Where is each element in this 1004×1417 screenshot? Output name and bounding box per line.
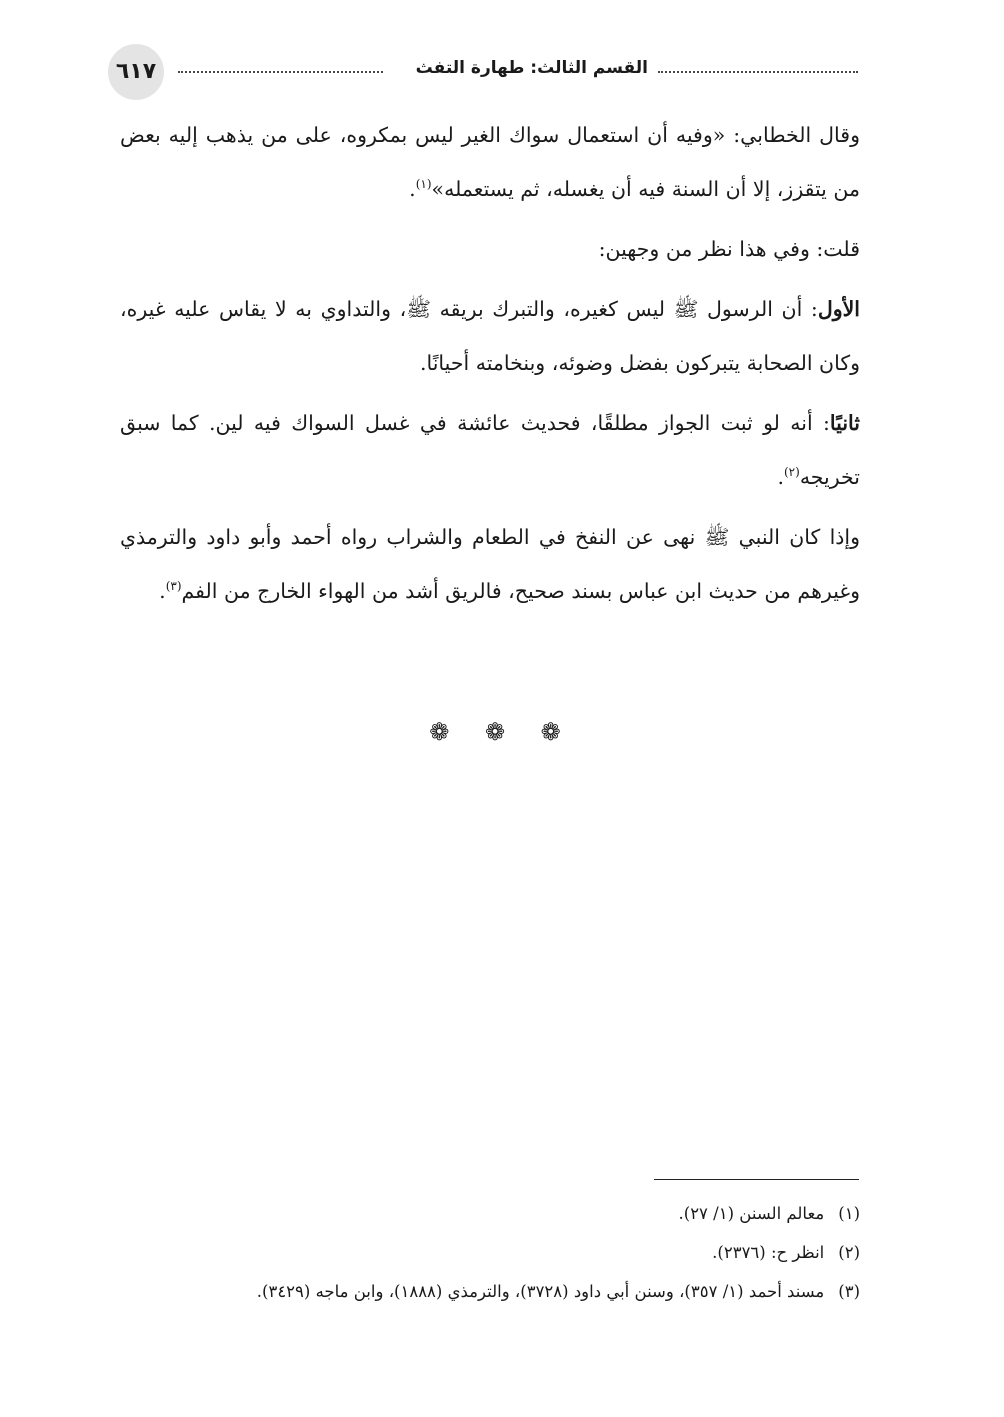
paragraph-end-mark: . <box>777 465 784 489</box>
section-title: القسم الثالث: طهارة التفث <box>415 58 648 78</box>
footnote-ref-2: (٢) <box>783 465 800 480</box>
footnote-text: مسند أحمد (١/ ٣٥٧)، وسنن أبي داود (٣٧٢٨)، والترمذي (١٨٨٨)، وابن ماجه (٣٤٢٩). <box>256 1282 825 1301</box>
header-dotted-leader-right <box>658 71 858 73</box>
header-dotted-leader-left <box>178 71 383 73</box>
paragraph-objection-intro <box>120 222 860 276</box>
paragraph-text: : أنه لو ثبت الجواز مطلقًا، فحديث عائشة في غسل السواك فيه لين. كما سبق تخريجه <box>120 411 860 489</box>
footnote-separator <box>654 1179 859 1180</box>
footnote-3 <box>110 1272 860 1311</box>
footnote-1 <box>110 1194 860 1233</box>
footnote-ref-1: (١) <box>415 177 432 192</box>
point-label-first: الأول <box>817 297 860 321</box>
paragraph-text: : أن الرسول ﷺ ليس كغيره، والتبرك بريقه ﷺ، والتداوي به لا يقاس عليه غيره، وكان الصحابة يتبركون بفضل وضوئه، وبنخامته أحيانًا. <box>120 297 860 375</box>
paragraph-text: وقال الخطابي: «وفيه أن استعمال سواك الغير ليس بمكروه، على من يذهب إليه بعض من يتقزز، إلا أن السنة فيه أن يغسله، ثم يستعمله» <box>120 123 860 201</box>
paragraph-text: وإذا كان النبي ﷺ نهى عن النفخ في الطعام والشراب رواه أحمد وأبو داود والترمذي وغيرهم من حديث ابن عباس بسند صحيح، فالريق أشد من الهواء الخارج من الفم <box>120 525 860 603</box>
paragraph-second-point <box>120 396 860 504</box>
paragraph-blowing-hadith <box>120 510 860 618</box>
main-text <box>120 108 860 624</box>
footnotes <box>110 1194 860 1311</box>
paragraph-first-point <box>120 282 860 390</box>
footnote-number: (٢) <box>838 1243 860 1262</box>
running-header <box>108 42 858 98</box>
section-divider-ornament: ❁ ❁ ❁ <box>429 718 575 746</box>
paragraph-end-mark: . <box>409 177 416 201</box>
point-label-second: ثانيًا <box>829 411 860 435</box>
footnote-number: (١) <box>838 1204 860 1223</box>
paragraph-text: قلت: وفي هذا نظر من وجهين: <box>598 237 860 261</box>
footnote-ref-3: (٣) <box>165 579 182 594</box>
paragraph-khattabi-quote <box>120 108 860 216</box>
footnote-number: (٣) <box>838 1282 860 1301</box>
paragraph-end-mark: . <box>159 579 166 603</box>
footnote-2 <box>110 1233 860 1272</box>
footnote-text: معالم السنن (١/ ٢٧). <box>678 1204 825 1223</box>
footnote-text: انظر ح: (٢٣٧٦). <box>712 1243 825 1262</box>
page-number: ٦١٧ <box>108 44 164 100</box>
